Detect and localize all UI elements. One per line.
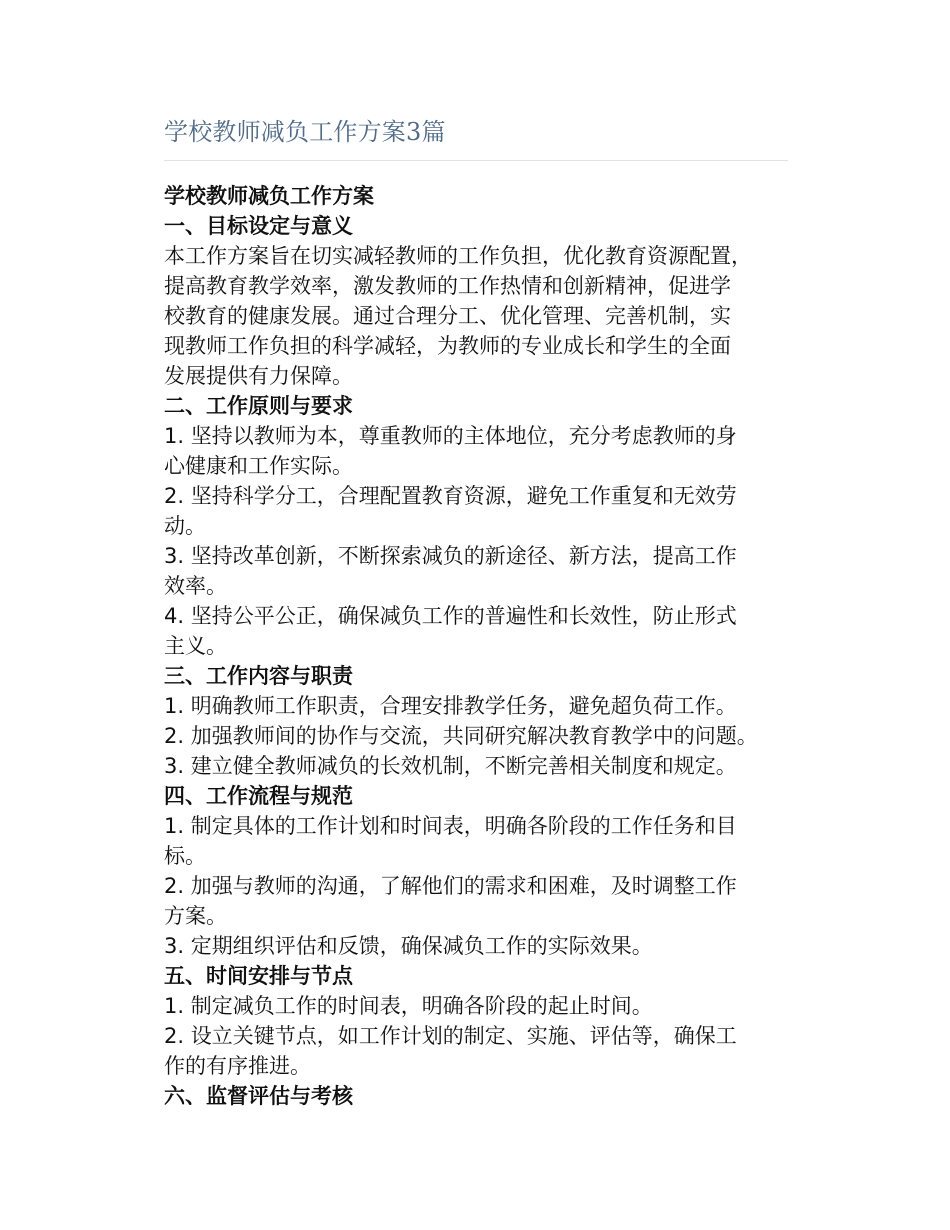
- paragraph-line: 主义。: [164, 634, 227, 658]
- paragraph-line: 效率。: [164, 574, 227, 598]
- paragraph-line: 2. 坚持科学分工，合理配置教育资源，避免工作重复和无效劳: [164, 484, 737, 508]
- paragraph-line: 发展提供有力保障。: [164, 364, 353, 388]
- paragraph-line: 3. 坚持改革创新，不断探索减负的新途径、新方法，提高工作: [164, 544, 737, 568]
- section-heading: 六、监督评估与考核: [164, 1084, 353, 1108]
- paragraph-line: 本工作方案旨在切实减轻教师的工作负担，优化教育资源配置，: [164, 244, 752, 268]
- section-heading: 三、工作内容与职责: [164, 664, 353, 688]
- document-lines: [164, 211, 788, 1111]
- paragraph-line: 方案。: [164, 904, 227, 928]
- paragraph-line: 提高教育教学效率，激发教师的工作热情和创新精神，促进学: [164, 274, 731, 298]
- paragraph-line: 动。: [164, 514, 206, 538]
- document-body: [164, 181, 788, 1111]
- paragraph-line: 1. 坚持以教师为本，尊重教师的主体地位，充分考虑教师的身: [164, 424, 737, 448]
- section-heading: 五、时间安排与节点: [164, 964, 353, 988]
- paragraph-line: 2. 加强与教师的沟通，了解他们的需求和困难，及时调整工作: [164, 874, 737, 898]
- paragraph-line: 3. 定期组织评估和反馈，确保减负工作的实际效果。: [164, 934, 653, 958]
- paragraph-line: 标。: [164, 844, 206, 868]
- paragraph-line: 现教师工作负担的科学减轻，为教师的专业成长和学生的全面: [164, 334, 731, 358]
- paragraph-line: 1. 明确教师工作职责，合理安排教学任务，避免超负荷工作。: [164, 694, 737, 718]
- section-heading: 四、工作流程与规范: [164, 784, 353, 808]
- paragraph-line: 4. 坚持公平公正，确保减负工作的普遍性和长效性，防止形式: [164, 604, 737, 628]
- paragraph-line: 2. 设立关键节点，如工作计划的制定、实施、评估等，确保工: [164, 1024, 737, 1048]
- paragraph-line: 作的有序推进。: [164, 1054, 311, 1078]
- paragraph-line: 校教育的健康发展。通过合理分工、优化管理、完善机制，实: [164, 304, 731, 328]
- paragraph-line: 心健康和工作实际。: [164, 454, 353, 478]
- section-heading: 一、目标设定与意义: [164, 214, 353, 238]
- document-subtitle: 学校教师减负工作方案: [164, 184, 374, 208]
- paragraph-line: 1. 制定具体的工作计划和时间表，明确各阶段的工作任务和目: [164, 814, 737, 838]
- title-divider: [164, 160, 788, 161]
- paragraph-line: 2. 加强教师间的协作与交流，共同研究解决教育教学中的问题。: [164, 724, 758, 748]
- paragraph-line: 1. 制定减负工作的时间表，明确各阶段的起止时间。: [164, 994, 653, 1018]
- section-heading: 二、工作原则与要求: [164, 394, 353, 418]
- document-title: 学校教师减负工作方案3篇: [164, 118, 446, 146]
- paragraph-line: 3. 建立健全教师减负的长效机制，不断完善相关制度和规定。: [164, 754, 737, 778]
- document-page: [164, 110, 788, 1111]
